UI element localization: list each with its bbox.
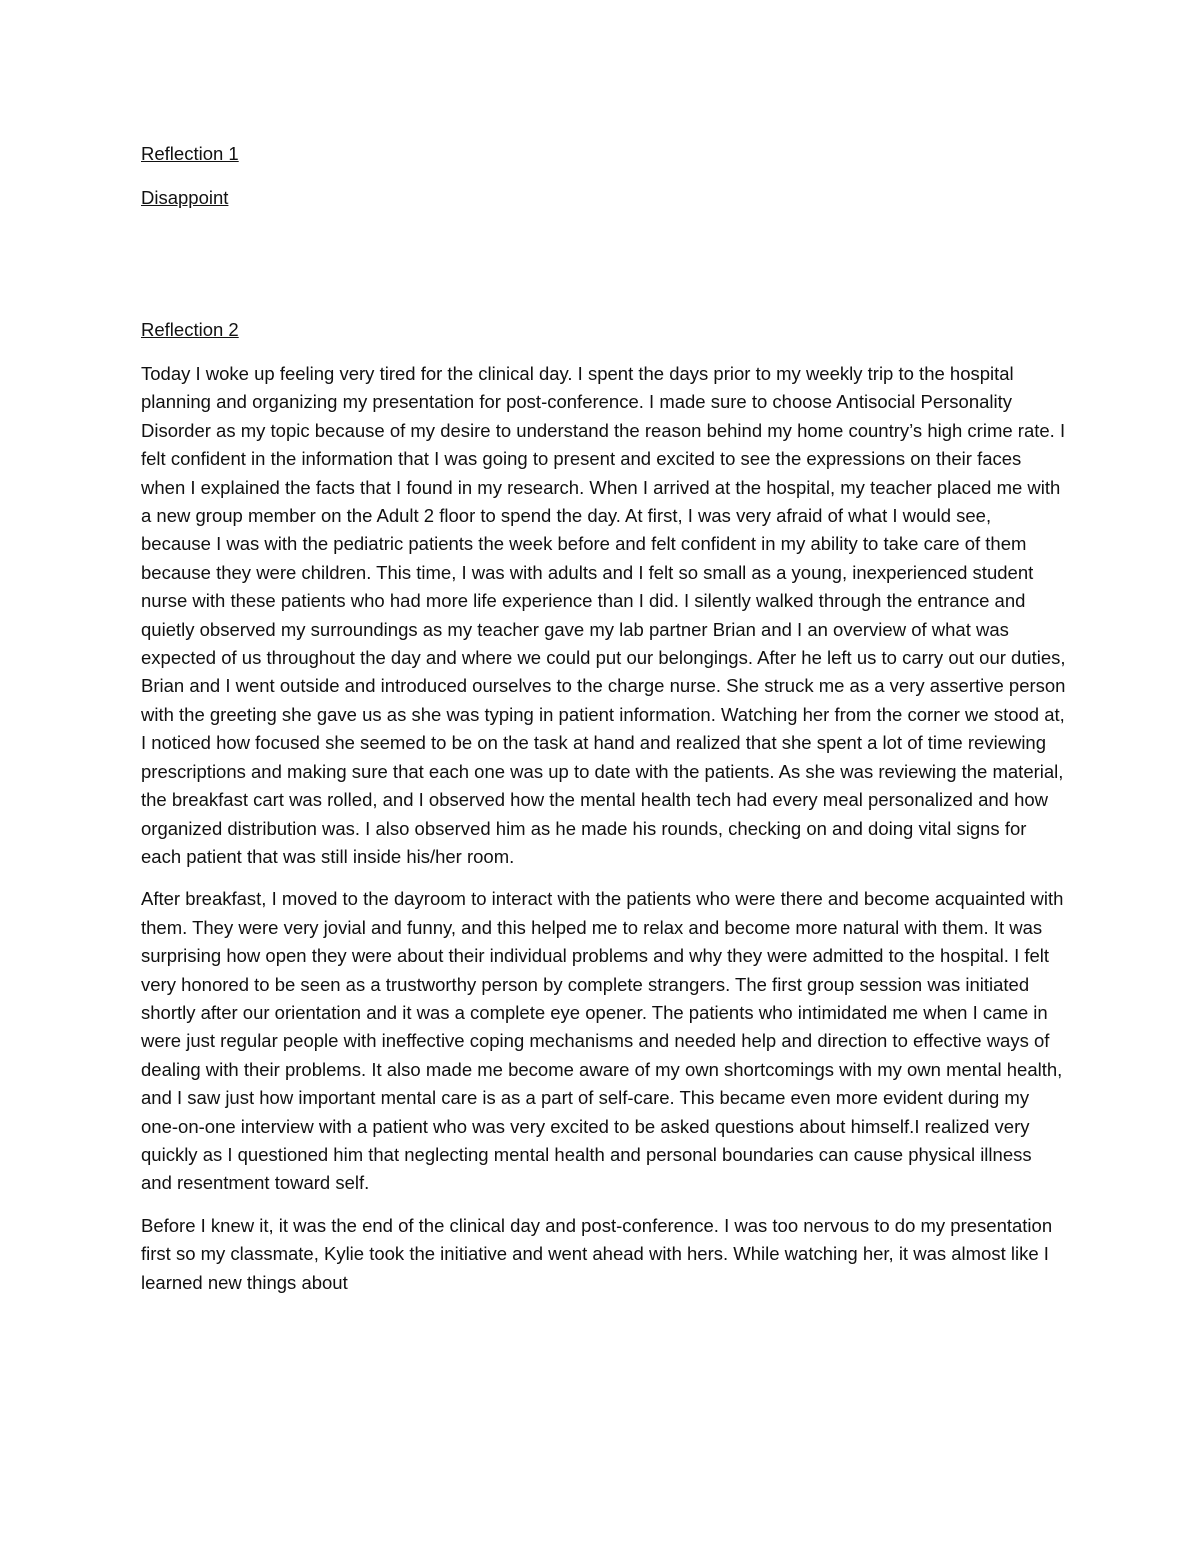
document-body: [141, 140, 1066, 1311]
paragraph-2: After breakfast, I moved to the dayroom to interact with the patients who were there and become acquainted with them. They were very jovial and funny, and this helped me to relax and become more natural with them. It was surprising how open they were about their individual problems and why they were admitted to the hospital. I felt very honored to be seen as a trustworthy person by complete strangers. The first group session was initiated shortly after our orientation and it was a complete eye opener. The patients who intimidated me when I came in were just regular people with ineffective coping mechanisms and needed help and direction to effective ways of dealing with their problems. It also made me become aware of my own shortcomings with my own mental health, and I saw just how important mental care is as a part of self-care. This became even more evident during my one-on-one interview with a patient who was very excited to be asked questions about himself.I realized very quickly as I questioned him that neglecting mental health and personal boundaries can cause physical illness and resentment toward self.: [141, 888, 1064, 1194]
heading-disappoint: Disappoint: [141, 187, 229, 208]
paragraph-3: Before I knew it, it was the end of the clinical day and post-conference. I was too nervous to do my presentation first so my classmate, Kylie took the initiative and went ahead with hers. While watching her, it was almost like I learned new things about: [141, 1214, 1053, 1293]
paragraph-1: Today I woke up feeling very tired for the clinical day. I spent the days prior to my weekly trip to the hospital planning and organizing my presentation for post-conference. I made sure to choose Antisocial Personality Disorder as my topic because of my desire to understand the reason behind my home country’s high crime rate. I felt confident in the information that I was going to present and excited to see the expressions on their faces when I explained the facts that I found in my research. When I arrived at the hospital, my teacher placed me with a new group member on the Adult 2 floor to spend the day. At first, I was very afraid of what I would see, because I was with the pediatric patients the week before and felt confident in my ability to take care of them because they were children. This time, I was with adults and I felt so small as a young, inexperienced student nurse with these patients who had more life experience than I did. I silently walked through the entrance and quietly observed my surroundings as my teacher gave my lab partner Brian and I an overview of what was expected of us throughout the day and where we could put our belongings. After he left us to carry out our duties, Brian and I went outside and introduced ourselves to the charge nurse. She struck me as a very assertive person with the greeting she gave us as she was typing in patient information. Watching her from the corner we stood at, I noticed how focused she seemed to be on the task at hand and realized that she spent a lot of time reviewing prescriptions and making sure that each one was up to date with the patients. As she was reviewing the material, the breakfast cart was rolled, and I observed how the mental health tech had every meal personalized and how organized distribution was. I also observed him as he made his rounds, checking on and doing vital signs for each patient that was still inside his/her room.: [141, 363, 1066, 867]
heading-reflection-1: Reflection 1: [141, 143, 239, 164]
heading-reflection-2: Reflection 2: [141, 319, 239, 340]
